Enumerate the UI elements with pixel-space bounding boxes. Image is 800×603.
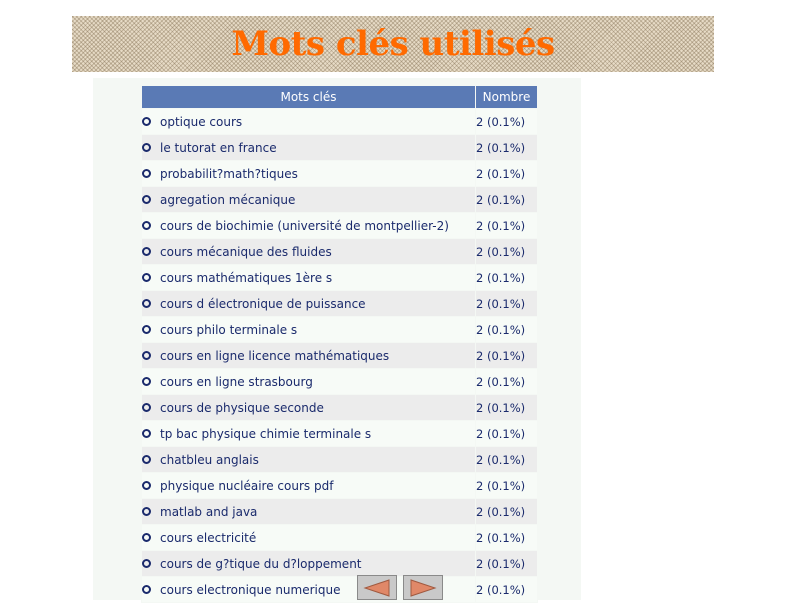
table-row bbox=[142, 447, 537, 472]
keyword-cell bbox=[142, 213, 475, 238]
count-cell: 2 (0.1%) bbox=[476, 421, 537, 446]
keyword-text: cours mathématiques 1ère s bbox=[160, 270, 333, 285]
bullet-icon bbox=[142, 533, 151, 542]
keywords-table bbox=[141, 85, 538, 603]
keyword-text: cours en ligne licence mathématiques bbox=[160, 348, 390, 363]
table-row bbox=[142, 291, 537, 316]
keyword-text: cours electricité bbox=[160, 530, 257, 545]
table-row bbox=[142, 421, 537, 446]
table-row bbox=[142, 135, 537, 160]
keyword-text: cours de physique seconde bbox=[160, 400, 324, 415]
count-cell: 2 (0.1%) bbox=[476, 551, 537, 576]
count-cell: 2 (0.1%) bbox=[476, 239, 537, 264]
keyword-text: cours en ligne strasbourg bbox=[160, 374, 313, 389]
count-cell: 2 (0.1%) bbox=[476, 577, 537, 602]
keyword-text: chatbleu anglais bbox=[160, 452, 259, 467]
keyword-cell bbox=[142, 291, 475, 316]
table-row bbox=[142, 473, 537, 498]
table-row bbox=[142, 369, 537, 394]
keyword-text: physique nucléaire cours pdf bbox=[160, 478, 334, 493]
count-cell: 2 (0.1%) bbox=[476, 161, 537, 186]
table-row bbox=[142, 551, 537, 576]
bullet-icon bbox=[142, 351, 151, 360]
keyword-cell bbox=[142, 525, 475, 550]
column-header-keywords: Mots clés bbox=[142, 86, 475, 108]
keyword-cell bbox=[142, 551, 475, 576]
table-row bbox=[142, 525, 537, 550]
count-cell: 2 (0.1%) bbox=[476, 213, 537, 238]
title-banner bbox=[72, 16, 714, 72]
table-row bbox=[142, 317, 537, 342]
keyword-cell bbox=[142, 161, 475, 186]
keyword-text: cours d électronique de puissance bbox=[160, 296, 366, 311]
keyword-cell bbox=[142, 265, 475, 290]
arrow-right-icon bbox=[409, 579, 437, 597]
arrow-left-icon bbox=[363, 579, 391, 597]
bullet-icon bbox=[142, 455, 151, 464]
bullet-icon bbox=[142, 481, 151, 490]
keyword-cell bbox=[142, 109, 475, 134]
bullet-icon bbox=[142, 221, 151, 230]
keyword-cell bbox=[142, 499, 475, 524]
bullet-icon bbox=[142, 273, 151, 282]
count-cell: 2 (0.1%) bbox=[476, 135, 537, 160]
previous-page-button[interactable] bbox=[357, 575, 397, 600]
count-cell: 2 (0.1%) bbox=[476, 187, 537, 212]
table-row bbox=[142, 109, 537, 134]
keyword-cell bbox=[142, 187, 475, 212]
table-row bbox=[142, 577, 537, 602]
count-cell: 2 (0.1%) bbox=[476, 447, 537, 472]
keyword-cell bbox=[142, 447, 475, 472]
keyword-text: le tutorat en france bbox=[160, 140, 277, 155]
bullet-icon bbox=[142, 403, 151, 412]
keyword-cell bbox=[142, 239, 475, 264]
bullet-icon bbox=[142, 325, 151, 334]
keyword-cell bbox=[142, 395, 475, 420]
count-cell: 2 (0.1%) bbox=[476, 369, 537, 394]
table-row bbox=[142, 239, 537, 264]
count-cell: 2 (0.1%) bbox=[476, 291, 537, 316]
keyword-text: cours de g?tique du d?loppement bbox=[160, 556, 362, 571]
table-row bbox=[142, 499, 537, 524]
keyword-cell bbox=[142, 317, 475, 342]
bullet-icon bbox=[142, 247, 151, 256]
bullet-icon bbox=[142, 559, 151, 568]
count-cell: 2 (0.1%) bbox=[476, 317, 537, 342]
table-row bbox=[142, 187, 537, 212]
next-page-button[interactable] bbox=[403, 575, 443, 600]
table-row bbox=[142, 343, 537, 368]
keyword-cell bbox=[142, 343, 475, 368]
count-cell: 2 (0.1%) bbox=[476, 525, 537, 550]
count-cell: 2 (0.1%) bbox=[476, 343, 537, 368]
keyword-cell bbox=[142, 369, 475, 394]
bullet-icon bbox=[142, 377, 151, 386]
keyword-text: probabilit?math?tiques bbox=[160, 166, 298, 181]
table-row bbox=[142, 395, 537, 420]
keyword-cell bbox=[142, 473, 475, 498]
table-row bbox=[142, 265, 537, 290]
count-cell: 2 (0.1%) bbox=[476, 265, 537, 290]
keyword-text: optique cours bbox=[160, 114, 243, 129]
count-cell: 2 (0.1%) bbox=[476, 473, 537, 498]
keyword-text: cours mécanique des fluides bbox=[160, 244, 332, 259]
keyword-cell bbox=[142, 135, 475, 160]
keyword-text: agregation mécanique bbox=[160, 192, 296, 207]
bullet-icon bbox=[142, 585, 151, 594]
table-header-row bbox=[142, 86, 537, 108]
bullet-icon bbox=[142, 507, 151, 516]
bullet-icon bbox=[142, 143, 151, 152]
keyword-text: matlab and java bbox=[160, 504, 258, 519]
column-header-count: Nombre bbox=[476, 86, 537, 108]
bullet-icon bbox=[142, 169, 151, 178]
table-row bbox=[142, 161, 537, 186]
bullet-icon bbox=[142, 429, 151, 438]
bullet-icon bbox=[142, 299, 151, 308]
keyword-text: cours de biochimie (université de montpellier-2) bbox=[160, 218, 449, 233]
keyword-text: cours electronique numerique bbox=[160, 582, 341, 597]
keyword-cell bbox=[142, 421, 475, 446]
count-cell: 2 (0.1%) bbox=[476, 499, 537, 524]
page-title: Mots clés utilisés bbox=[231, 24, 555, 64]
keyword-text: tp bac physique chimie terminale s bbox=[160, 426, 372, 441]
bullet-icon bbox=[142, 117, 151, 126]
table-row bbox=[142, 213, 537, 238]
count-cell: 2 (0.1%) bbox=[476, 395, 537, 420]
keyword-text: cours philo terminale s bbox=[160, 322, 298, 337]
bullet-icon bbox=[142, 195, 151, 204]
count-cell: 2 (0.1%) bbox=[476, 109, 537, 134]
